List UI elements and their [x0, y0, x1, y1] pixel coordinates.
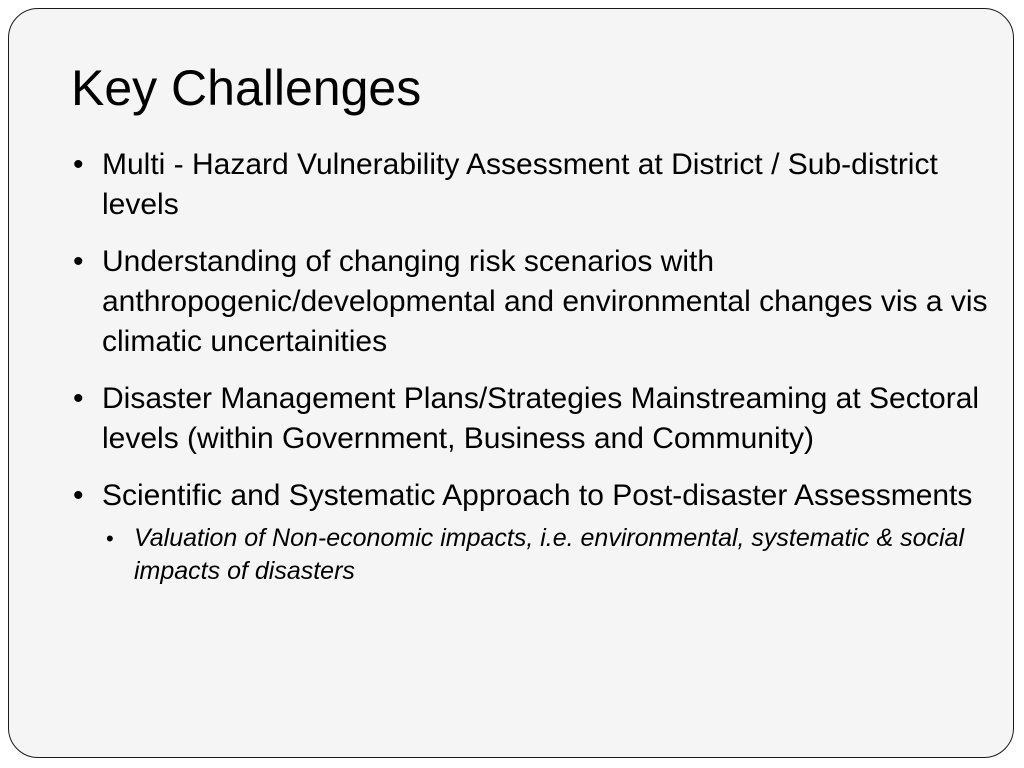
sub-bullet-item-valuation — [102, 522, 991, 588]
bullet-item-hazard-assessment — [71, 145, 991, 225]
bullet-text: Scientific and Systematic Approach to Post-disaster Assessments — [102, 479, 973, 512]
bullet-list — [71, 145, 991, 605]
bullet-text: Understanding of changing risk scenarios with anthropogenic/developmental and environmental changes vis a vis climatic uncertainities — [102, 245, 988, 358]
bullet-item-risk-scenarios — [71, 242, 991, 362]
slide-frame — [8, 8, 1014, 758]
bullet-text: Multi - Hazard Vulnerability Assessment at District / Sub-district levels — [102, 148, 938, 221]
bullet-item-dm-plans — [71, 379, 991, 459]
bullet-item-post-disaster — [71, 476, 991, 588]
bullet-text: Disaster Management Plans/Strategies Mainstreaming at Sectoral levels (within Government, Business and Community) — [102, 382, 980, 455]
slide-title: Key Challenges — [71, 60, 422, 116]
sub-bullet-text: Valuation of Non-economic impacts, i.e. environmental, systematic & social impacts of disasters — [134, 524, 964, 585]
sub-bullet-list — [102, 522, 991, 588]
